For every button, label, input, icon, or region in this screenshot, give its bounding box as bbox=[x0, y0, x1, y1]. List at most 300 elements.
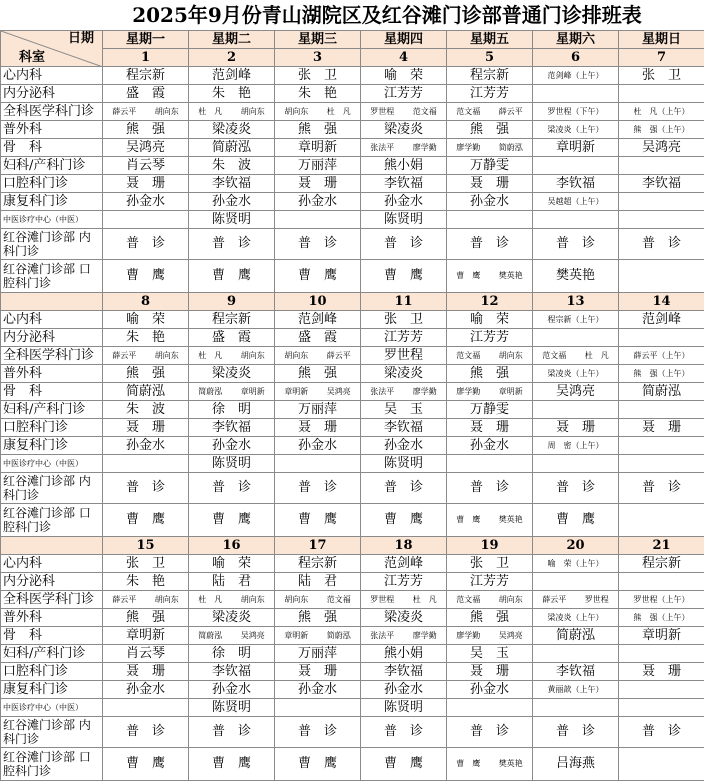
doctor-name: 罗世程 bbox=[370, 592, 394, 608]
schedule-cell bbox=[533, 211, 619, 229]
doctor-name: 罗世程 bbox=[384, 348, 423, 363]
schedule-cell bbox=[103, 211, 189, 229]
doctor-name: 章明新 bbox=[284, 628, 308, 644]
doctor-name: 普 诊 bbox=[212, 480, 251, 495]
doctor-name: 范剑峰 bbox=[212, 68, 251, 83]
doctor-name: 聂 珊 bbox=[470, 420, 509, 435]
schedule-cell bbox=[275, 175, 361, 193]
corner-date-label: 日期 bbox=[68, 31, 94, 47]
schedule-cell bbox=[619, 681, 704, 699]
doctor-name: 吴鸿亮 bbox=[126, 140, 165, 155]
doctor-name: 廖学勤 bbox=[413, 628, 437, 644]
schedule-cell bbox=[189, 437, 275, 455]
schedule-row bbox=[1, 609, 704, 627]
schedule-row bbox=[1, 717, 704, 748]
doctor-name: 熊 强（上午） bbox=[634, 125, 690, 134]
schedule-row bbox=[1, 157, 704, 175]
doctor-name: 曹 鹰 bbox=[456, 268, 480, 284]
day-number: 16 bbox=[189, 537, 275, 555]
doctor-pair bbox=[275, 592, 360, 608]
doctor-pair bbox=[189, 384, 274, 400]
doctor-name: 胡向东 bbox=[241, 592, 265, 608]
doctor-name: 朱 艳 bbox=[212, 86, 251, 101]
schedule-cell bbox=[189, 699, 275, 717]
schedule-cell bbox=[103, 311, 189, 329]
doctor-name: 孙金水 bbox=[126, 682, 165, 697]
schedule-cell bbox=[447, 229, 533, 260]
schedule-cell bbox=[189, 627, 275, 645]
schedule-cell bbox=[361, 329, 447, 347]
weekday-tue: 星期二 bbox=[189, 31, 275, 49]
schedule-cell bbox=[275, 260, 361, 293]
schedule-row bbox=[1, 748, 704, 781]
schedule-cell bbox=[447, 748, 533, 781]
schedule-cell bbox=[533, 555, 619, 573]
doctor-name: 万丽萍 bbox=[298, 646, 337, 661]
day-number: 10 bbox=[275, 293, 361, 311]
doctor-name: 梁凌炎 bbox=[212, 610, 251, 625]
schedule-cell bbox=[533, 383, 619, 401]
weekday-sun: 星期日 bbox=[619, 31, 704, 49]
schedule-cell bbox=[275, 157, 361, 175]
doctor-name: 普 诊 bbox=[642, 724, 681, 739]
schedule-cell bbox=[619, 157, 704, 175]
doctor-name: 陆 君 bbox=[298, 574, 337, 589]
schedule-cell bbox=[361, 419, 447, 437]
doctor-pair bbox=[189, 628, 274, 644]
doctor-pair bbox=[447, 628, 532, 644]
schedule-cell bbox=[275, 383, 361, 401]
schedule-cell bbox=[361, 67, 447, 85]
schedule-cell bbox=[361, 681, 447, 699]
schedule-cell bbox=[189, 311, 275, 329]
doctor-name: 李钦福 bbox=[556, 664, 595, 679]
doctor-pair bbox=[361, 592, 446, 608]
dept-label: 普外科 bbox=[1, 609, 103, 627]
day-number: 8 bbox=[103, 293, 189, 311]
schedule-cell bbox=[275, 193, 361, 211]
dept-label: 康复科门诊 bbox=[1, 681, 103, 699]
schedule-cell bbox=[189, 329, 275, 347]
schedule-row bbox=[1, 329, 704, 347]
doctor-pair bbox=[189, 592, 274, 608]
doctor-name: 陈贤明 bbox=[212, 700, 251, 715]
schedule-cell bbox=[189, 175, 275, 193]
dept-label: 红谷滩门诊部 口腔科门诊 bbox=[1, 748, 103, 781]
doctor-pair bbox=[275, 104, 360, 120]
doctor-name: 胡向东 bbox=[241, 348, 265, 364]
doctor-name: 普 诊 bbox=[470, 236, 509, 251]
doctor-name: 章明新 bbox=[284, 384, 308, 400]
schedule-cell bbox=[189, 103, 275, 121]
doctor-name: 曹 鹰 bbox=[126, 756, 165, 771]
schedule-cell bbox=[619, 748, 704, 781]
doctor-name: 杜 凡 bbox=[198, 104, 222, 120]
doctor-name: 胡向东 bbox=[499, 348, 523, 364]
schedule-cell bbox=[619, 627, 704, 645]
schedule-cell bbox=[103, 229, 189, 260]
doctor-name: 罗世程（上午） bbox=[634, 595, 690, 604]
doctor-name: 章明新 bbox=[499, 384, 523, 400]
dept-label: 全科医学科门诊 bbox=[1, 591, 103, 609]
doctor-name: 樊英艳 bbox=[499, 756, 523, 772]
doctor-name: 盛 霞 bbox=[212, 330, 251, 345]
doctor-name: 普 诊 bbox=[212, 724, 251, 739]
doctor-name: 陆 君 bbox=[212, 574, 251, 589]
schedule-cell bbox=[103, 103, 189, 121]
schedule-cell bbox=[361, 365, 447, 383]
doctor-name: 陈贤明 bbox=[384, 700, 423, 715]
schedule-cell bbox=[103, 329, 189, 347]
doctor-name: 普 诊 bbox=[470, 724, 509, 739]
day-number: 11 bbox=[361, 293, 447, 311]
schedule-cell bbox=[275, 85, 361, 103]
doctor-name: 孙金水 bbox=[470, 438, 509, 453]
schedule-cell bbox=[361, 211, 447, 229]
doctor-name: 曹 鹰 bbox=[384, 268, 423, 283]
schedule-cell bbox=[533, 437, 619, 455]
doctor-name: 胡向东 bbox=[241, 104, 265, 120]
day-number: 13 bbox=[533, 293, 619, 311]
schedule-cell bbox=[533, 573, 619, 591]
doctor-name: 徐 明 bbox=[212, 402, 251, 417]
schedule-cell bbox=[361, 748, 447, 781]
doctor-pair bbox=[103, 348, 188, 364]
doctor-name: 范文福 bbox=[413, 104, 437, 120]
schedule-cell bbox=[447, 193, 533, 211]
dept-label: 红谷滩门诊部 内科门诊 bbox=[1, 229, 103, 260]
schedule-cell bbox=[619, 591, 704, 609]
doctor-name: 罗世程 bbox=[585, 592, 609, 608]
doctor-name: 简蔚泓 bbox=[212, 140, 251, 155]
schedule-row bbox=[1, 681, 704, 699]
doctor-name: 范文福 bbox=[542, 348, 566, 364]
schedule-row bbox=[1, 67, 704, 85]
doctor-name: 朱 艳 bbox=[126, 330, 165, 345]
schedule-cell bbox=[361, 645, 447, 663]
dept-label: 心内科 bbox=[1, 555, 103, 573]
doctor-name: 曹 鹰 bbox=[126, 268, 165, 283]
doctor-name: 程宗新（上午） bbox=[548, 315, 604, 324]
doctor-name: 曹 鹰 bbox=[384, 512, 423, 527]
schedule-cell bbox=[361, 717, 447, 748]
day-number: 4 bbox=[361, 49, 447, 67]
schedule-cell bbox=[533, 504, 619, 537]
doctor-name: 江芳芳 bbox=[470, 86, 509, 101]
schedule-cell bbox=[275, 139, 361, 157]
doctor-pair bbox=[189, 348, 274, 364]
schedule-cell bbox=[361, 347, 447, 365]
doctor-name: 张 卫 bbox=[126, 556, 165, 571]
schedule-cell bbox=[103, 681, 189, 699]
doctor-name: 孙金水 bbox=[212, 194, 251, 209]
day-number-row bbox=[1, 293, 704, 311]
doctor-name: 普 诊 bbox=[384, 236, 423, 251]
doctor-name: 廖学勤 bbox=[456, 628, 480, 644]
doctor-name: 梁凌炎 bbox=[212, 366, 251, 381]
schedule-cell bbox=[189, 260, 275, 293]
schedule-cell bbox=[447, 383, 533, 401]
dept-label: 口腔科门诊 bbox=[1, 175, 103, 193]
doctor-name: 肖云琴 bbox=[126, 646, 165, 661]
schedule-cell bbox=[447, 365, 533, 383]
schedule-cell bbox=[361, 504, 447, 537]
doctor-name: 曹 鹰 bbox=[298, 268, 337, 283]
schedule-cell bbox=[533, 473, 619, 504]
schedule-cell bbox=[533, 591, 619, 609]
schedule-cell bbox=[189, 573, 275, 591]
schedule-cell bbox=[361, 555, 447, 573]
schedule-cell bbox=[103, 67, 189, 85]
schedule-cell bbox=[189, 419, 275, 437]
schedule-row bbox=[1, 419, 704, 437]
schedule-cell bbox=[533, 717, 619, 748]
doctor-name: 熊 强 bbox=[298, 122, 337, 137]
doctor-name: 喻 荣（上午） bbox=[548, 559, 604, 568]
doctor-name: 孙金水 bbox=[298, 682, 337, 697]
day-row-blank bbox=[1, 293, 103, 311]
doctor-name: 喻 荣 bbox=[470, 312, 509, 327]
doctor-name: 罗世程 bbox=[370, 104, 394, 120]
doctor-name: 胡向东 bbox=[155, 348, 179, 364]
dept-label: 骨 科 bbox=[1, 627, 103, 645]
doctor-name: 胡向东 bbox=[284, 348, 308, 364]
schedule-cell bbox=[533, 365, 619, 383]
doctor-name: 曹 鹰 bbox=[212, 512, 251, 527]
doctor-pair bbox=[447, 512, 532, 528]
doctor-name: 张 卫 bbox=[298, 68, 337, 83]
schedule-cell bbox=[619, 211, 704, 229]
doctor-name: 曹 鹰 bbox=[298, 756, 337, 771]
schedule-cell bbox=[447, 609, 533, 627]
schedule-cell bbox=[533, 663, 619, 681]
schedule-cell bbox=[189, 139, 275, 157]
doctor-name: 胡向东 bbox=[155, 104, 179, 120]
schedule-cell bbox=[361, 383, 447, 401]
doctor-name: 熊 强 bbox=[298, 610, 337, 625]
schedule-cell bbox=[533, 609, 619, 627]
doctor-name: 薛云平 bbox=[327, 348, 351, 364]
dept-label: 中医诊疗中心（中医） bbox=[1, 699, 103, 717]
day-number: 6 bbox=[533, 49, 619, 67]
doctor-name: 程宗新 bbox=[642, 556, 681, 571]
schedule-cell bbox=[361, 260, 447, 293]
doctor-pair bbox=[447, 592, 532, 608]
schedule-cell bbox=[103, 455, 189, 473]
schedule-cell bbox=[619, 663, 704, 681]
doctor-name: 孙金水 bbox=[298, 438, 337, 453]
doctor-name: 聂 珊 bbox=[470, 176, 509, 191]
schedule-cell bbox=[103, 139, 189, 157]
schedule-cell bbox=[533, 627, 619, 645]
doctor-name: 曹 鹰 bbox=[298, 512, 337, 527]
dept-label: 骨 科 bbox=[1, 139, 103, 157]
schedule-cell bbox=[275, 229, 361, 260]
schedule-cell bbox=[361, 573, 447, 591]
doctor-name: 聂 珊 bbox=[126, 176, 165, 191]
day-number: 7 bbox=[619, 49, 704, 67]
doctor-name: 曹 鹰 bbox=[556, 512, 595, 527]
doctor-name: 熊小娟 bbox=[384, 646, 423, 661]
schedule-row bbox=[1, 473, 704, 504]
schedule-row bbox=[1, 455, 704, 473]
weekday-thu: 星期四 bbox=[361, 31, 447, 49]
doctor-name: 喻 荣 bbox=[126, 312, 165, 327]
doctor-name: 章明新 bbox=[556, 140, 595, 155]
doctor-name: 普 诊 bbox=[642, 236, 681, 251]
doctor-name: 普 诊 bbox=[642, 480, 681, 495]
schedule-cell bbox=[619, 175, 704, 193]
schedule-cell bbox=[275, 401, 361, 419]
doctor-name: 万丽萍 bbox=[298, 402, 337, 417]
schedule-cell bbox=[103, 157, 189, 175]
schedule-cell bbox=[189, 473, 275, 504]
doctor-name: 陈贤明 bbox=[384, 456, 423, 471]
doctor-name: 梁凌炎 bbox=[384, 122, 423, 137]
schedule-row bbox=[1, 573, 704, 591]
doctor-name: 聂 珊 bbox=[642, 420, 681, 435]
doctor-name: 喻 荣 bbox=[212, 556, 251, 571]
doctor-name: 李钦福 bbox=[212, 664, 251, 679]
weekday-wed: 星期三 bbox=[275, 31, 361, 49]
doctor-name: 梁凌炎（上午） bbox=[548, 613, 604, 622]
schedule-row bbox=[1, 193, 704, 211]
doctor-name: 程宗新 bbox=[212, 312, 251, 327]
schedule-cell bbox=[619, 645, 704, 663]
doctor-name: 李钦福 bbox=[384, 664, 423, 679]
doctor-name: 程宗新 bbox=[126, 68, 165, 83]
day-number: 3 bbox=[275, 49, 361, 67]
doctor-name: 江芳芳 bbox=[384, 86, 423, 101]
doctor-name: 张法平 bbox=[370, 628, 394, 644]
doctor-name: 吕海燕 bbox=[556, 756, 595, 771]
schedule-cell bbox=[103, 193, 189, 211]
schedule-row bbox=[1, 401, 704, 419]
doctor-name: 胡向东 bbox=[284, 592, 308, 608]
schedule-row bbox=[1, 627, 704, 645]
schedule-cell bbox=[619, 311, 704, 329]
schedule-cell bbox=[361, 591, 447, 609]
day-number: 18 bbox=[361, 537, 447, 555]
schedule-cell bbox=[275, 311, 361, 329]
doctor-name: 范剑峰 bbox=[642, 312, 681, 327]
dept-label: 普外科 bbox=[1, 365, 103, 383]
dept-label: 心内科 bbox=[1, 67, 103, 85]
schedule-cell bbox=[361, 473, 447, 504]
doctor-name: 江芳芳 bbox=[470, 574, 509, 589]
dept-label: 红谷滩门诊部 口腔科门诊 bbox=[1, 504, 103, 537]
doctor-name: 李钦福 bbox=[212, 420, 251, 435]
schedule-table bbox=[0, 30, 704, 781]
weekday-fri: 星期五 bbox=[447, 31, 533, 49]
schedule-cell bbox=[189, 748, 275, 781]
doctor-name: 江芳芳 bbox=[470, 330, 509, 345]
doctor-name: 曹 鹰 bbox=[456, 512, 480, 528]
schedule-cell bbox=[275, 627, 361, 645]
schedule-cell bbox=[103, 383, 189, 401]
schedule-row bbox=[1, 85, 704, 103]
schedule-cell bbox=[103, 748, 189, 781]
doctor-pair bbox=[275, 348, 360, 364]
schedule-cell bbox=[103, 121, 189, 139]
schedule-cell bbox=[275, 365, 361, 383]
doctor-pair bbox=[361, 628, 446, 644]
schedule-cell bbox=[533, 121, 619, 139]
doctor-pair bbox=[361, 104, 446, 120]
schedule-cell bbox=[533, 419, 619, 437]
doctor-name: 樊英艳 bbox=[499, 268, 523, 284]
doctor-name: 李钦福 bbox=[556, 176, 595, 191]
doctor-name: 吴鸿亮 bbox=[499, 628, 523, 644]
doctor-pair bbox=[275, 628, 360, 644]
schedule-cell bbox=[275, 504, 361, 537]
doctor-name: 杜 凡 bbox=[585, 348, 609, 364]
schedule-cell bbox=[447, 663, 533, 681]
doctor-pair bbox=[447, 104, 532, 120]
doctor-name: 曹 鹰 bbox=[456, 756, 480, 772]
doctor-pair bbox=[361, 140, 446, 156]
doctor-name: 张 卫 bbox=[642, 68, 681, 83]
schedule-cell bbox=[361, 437, 447, 455]
doctor-pair bbox=[447, 140, 532, 156]
schedule-row bbox=[1, 211, 704, 229]
schedule-row bbox=[1, 699, 704, 717]
schedule-cell bbox=[533, 260, 619, 293]
schedule-cell bbox=[447, 591, 533, 609]
schedule-cell bbox=[533, 329, 619, 347]
doctor-pair bbox=[361, 384, 446, 400]
weekday-sat: 星期六 bbox=[533, 31, 619, 49]
doctor-name: 张法平 bbox=[370, 140, 394, 156]
doctor-name: 熊 强 bbox=[470, 366, 509, 381]
schedule-cell bbox=[103, 573, 189, 591]
doctor-name: 梁凌炎（上午） bbox=[548, 369, 604, 378]
weekday-header-row bbox=[1, 31, 704, 49]
doctor-name: 孙金水 bbox=[126, 438, 165, 453]
schedule-row bbox=[1, 260, 704, 293]
doctor-name: 万丽萍 bbox=[298, 158, 337, 173]
schedule-cell bbox=[533, 67, 619, 85]
dept-label: 内分泌科 bbox=[1, 573, 103, 591]
schedule-cell bbox=[275, 699, 361, 717]
doctor-name: 盛 霞 bbox=[126, 86, 165, 101]
schedule-cell bbox=[103, 699, 189, 717]
doctor-name: 黄丽歆（上午） bbox=[548, 685, 604, 694]
schedule-cell bbox=[361, 121, 447, 139]
schedule-cell bbox=[447, 260, 533, 293]
schedule-cell bbox=[189, 157, 275, 175]
schedule-cell bbox=[189, 85, 275, 103]
doctor-name: 杜 凡（上午） bbox=[634, 107, 690, 116]
dept-label: 全科医学科门诊 bbox=[1, 347, 103, 365]
schedule-cell bbox=[619, 455, 704, 473]
schedule-cell bbox=[533, 645, 619, 663]
schedule-row bbox=[1, 383, 704, 401]
schedule-cell bbox=[619, 609, 704, 627]
schedule-cell bbox=[361, 627, 447, 645]
schedule-cell bbox=[103, 609, 189, 627]
schedule-row bbox=[1, 311, 704, 329]
schedule-cell bbox=[447, 347, 533, 365]
doctor-name: 普 诊 bbox=[126, 480, 165, 495]
doctor-name: 薛云平 bbox=[112, 104, 136, 120]
schedule-row bbox=[1, 437, 704, 455]
schedule-cell bbox=[189, 591, 275, 609]
schedule-cell bbox=[103, 627, 189, 645]
schedule-cell bbox=[189, 609, 275, 627]
dept-label: 中医诊疗中心（中医） bbox=[1, 455, 103, 473]
schedule-cell bbox=[189, 663, 275, 681]
